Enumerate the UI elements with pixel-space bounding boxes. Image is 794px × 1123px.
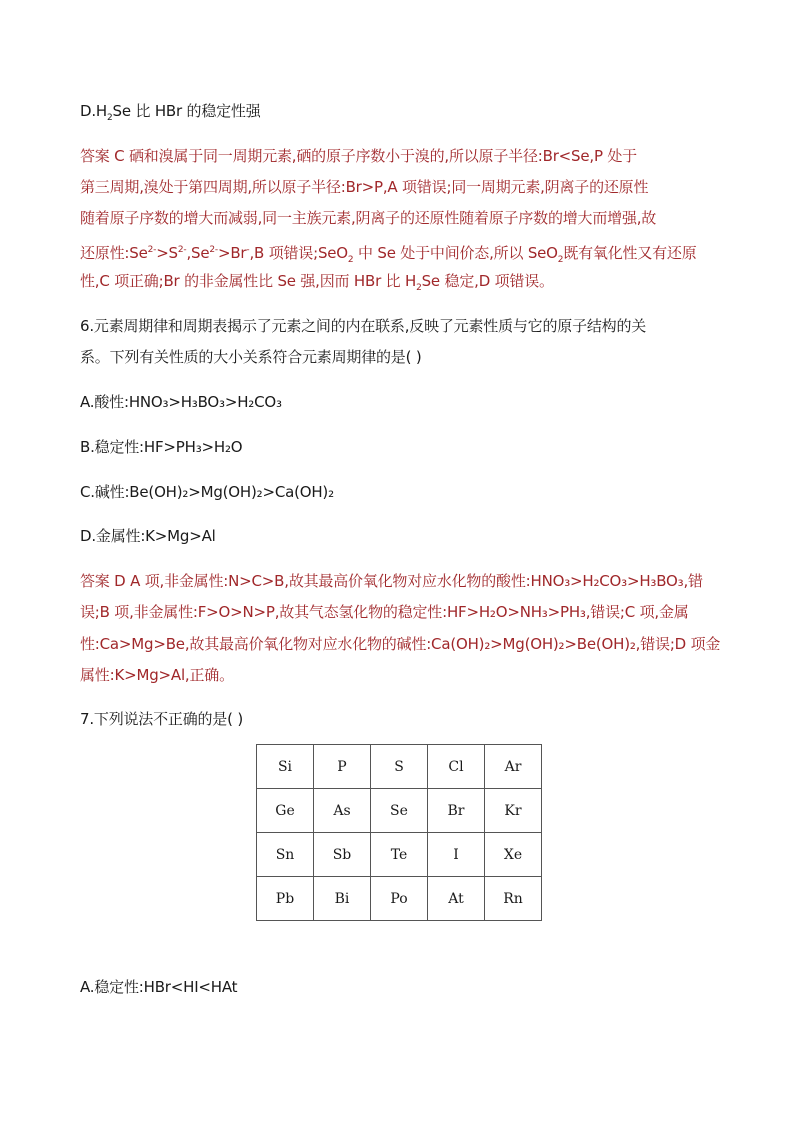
q6-option-a: A.酸性:HNO₃>H₃BO₃>H₂CO₃ xyxy=(80,393,282,411)
answer-5-line: 第三周期,溴处于第四周期,所以原子半径:Br>P,A 项错误;同一周期元素,阴离子的还原性 xyxy=(80,178,649,196)
element-cell: Sb xyxy=(314,833,371,877)
element-cell: P xyxy=(314,745,371,789)
element-cell: I xyxy=(428,833,485,877)
q6-option-b: B.稳定性:HF>PH₃>H₂O xyxy=(80,438,243,456)
table-row xyxy=(257,833,542,877)
element-cell: Xe xyxy=(485,833,542,877)
element-cell: Rn xyxy=(485,877,542,921)
element-cell: Sn xyxy=(257,833,314,877)
element-cell: Cl xyxy=(428,745,485,789)
question-6-stem: 系。下列有关性质的大小关系符合元素周期律的是( ) xyxy=(80,348,422,366)
answer-6-line: 误;B 项,非金属性:F>O>N>P,故其气态氢化物的稳定性:HF>H₂O>NH₃>PH₃,错误;C 项,金属 xyxy=(80,603,689,621)
q5-option-d xyxy=(80,101,261,128)
element-cell: Te xyxy=(371,833,428,877)
element-cell: As xyxy=(314,789,371,833)
element-cell: Bi xyxy=(314,877,371,921)
element-cell: Ar xyxy=(485,745,542,789)
q6-option-c: C.碱性:Be(OH)₂>Mg(OH)₂>Ca(OH)₂ xyxy=(80,483,334,501)
q6-option-d: D.金属性:K>Mg>Al xyxy=(80,527,216,545)
periodic-table-excerpt xyxy=(256,744,542,921)
answer-5-line: 随着原子序数的增大而减弱,同一主族元素,阴离子的还原性随着原子序数的增大而增强,故 xyxy=(80,209,657,227)
element-cell: S xyxy=(371,745,428,789)
table-row xyxy=(257,789,542,833)
answer-5-line: 答案 C 硒和溴属于同一周期元素,硒的原子序数小于溴的,所以原子半径:Br<Se,P 处于 xyxy=(80,147,637,165)
element-cell: Po xyxy=(371,877,428,921)
q5-d-text: D.H xyxy=(80,102,107,120)
answer-6-line: 性:Ca>Mg>Be,故其最高价氧化物对应水化物的碱性:Ca(OH)₂>Mg(OH)₂>Be(OH)₂,错误;D 项金 xyxy=(80,635,721,653)
subscript: 2 xyxy=(107,113,113,123)
question-7-stem: 7.下列说法不正确的是( ) xyxy=(80,710,243,728)
answer-6-line: 答案 D A 项,非金属性:N>C>B,故其最高价氧化物对应水化物的酸性:HNO₃>H₂CO₃>H₃BO₃,错 xyxy=(80,572,703,590)
element-cell: Se xyxy=(371,789,428,833)
element-cell: Pb xyxy=(257,877,314,921)
question-6-stem: 6.元素周期律和周期表揭示了元素之间的内在联系,反映了元素性质与它的原子结构的关 xyxy=(80,317,647,335)
element-cell: Ge xyxy=(257,789,314,833)
q5-d-text: Se 比 HBr 的稳定性强 xyxy=(112,102,261,120)
answer-5-line: 性,C 项正确;Br 的非金属性比 Se 强,因而 HBr 比 $H_2Se$ 稳定,D 项错误。 xyxy=(80,272,554,293)
element-cell: Br xyxy=(428,789,485,833)
answer-5-line: 还原性$:Se^{2-}>S^{2-},Se^{2-}>Br^-,B$ 项错误;SeO$_2$ 中 Se 处于中间价态,所以 SeO$_2$既有氧化性又有还原 xyxy=(80,244,697,265)
element-cell: Si xyxy=(257,745,314,789)
answer-6-line: 属性:K>Mg>Al,正确。 xyxy=(80,666,234,684)
table-row xyxy=(257,877,542,921)
q7-option-a: A.稳定性:HBr<HI<HAt xyxy=(80,978,238,996)
element-cell: Kr xyxy=(485,789,542,833)
table-row xyxy=(257,745,542,789)
element-cell: At xyxy=(428,877,485,921)
